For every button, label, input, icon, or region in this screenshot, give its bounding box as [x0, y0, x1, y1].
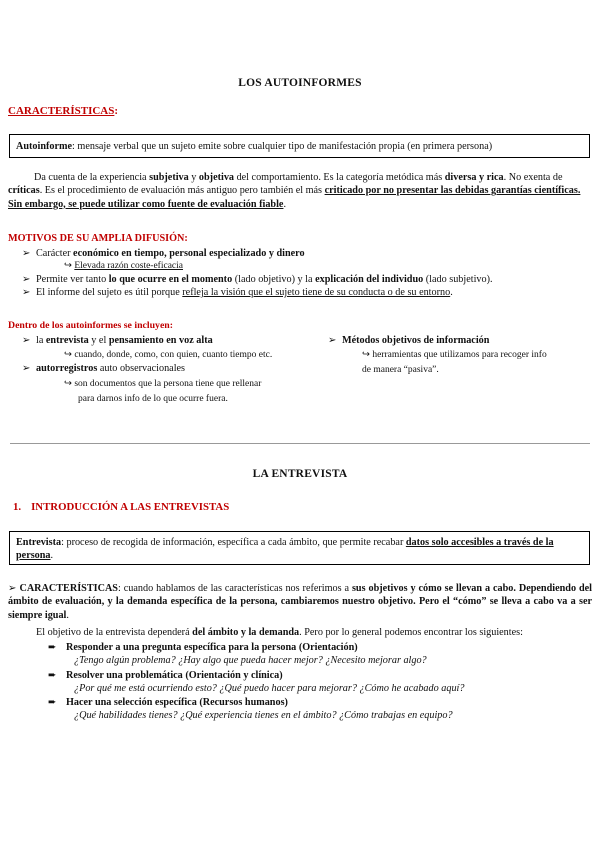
arrow-bullet-icon: ➢: [22, 248, 31, 259]
list-item: ➢ la entrevista y el pensamiento en voz alta: [22, 335, 213, 346]
objetivo-paragraph: El objetivo de la entrevista dependerá del ámbito y la demanda. Pero por lo general podemos encontrar los siguientes:: [36, 627, 523, 638]
arrow-bullet-icon: ➢: [22, 362, 31, 374]
motivos-list: [22, 247, 592, 299]
list-question: ¿Por qué me está ocurriendo esto? ¿Qué puedo hacer para mejorar? ¿Cómo he acabado aquí?: [74, 682, 465, 694]
hook-arrow-icon: ↪: [64, 261, 75, 272]
list-subitem-continuation: de manera “pasiva”.: [362, 364, 439, 375]
hook-arrow-icon: ↪: [362, 350, 373, 361]
arrow-bullet-icon: ➢: [22, 286, 31, 298]
caracteristicas-paragraph: ➢ CARACTERÍSTICAS: cuando hablamos de las características nos referimos a sus objetivos y cómo se llevan a cabo. Dependiendo del ámbito de evaluación, y la demanda específica de la persona, cambiaremos nuestro objetivo. Pero el “cómo” se lleva a cabo va a ser siempre igual.: [8, 583, 592, 621]
page-title: LOS AUTOINFORMES: [238, 77, 362, 89]
hook-arrow-icon: ↪: [64, 378, 75, 389]
definition-text: : mensaje verbal que un sujeto emite sobre cualquier tipo de manifestación propia (en primera persona): [72, 141, 493, 152]
list-question: ¿Qué habilidades tienes? ¿Qué experiencia tienes en el ámbito? ¿Cómo trabajas en equipo?: [74, 710, 453, 722]
list-subitem: ↪ son documentos que la persona tiene que rellenar: [64, 378, 262, 389]
arrow-bullet-icon: ➨: [48, 697, 57, 708]
intro-paragraph: Da cuenta de la experiencia subjetiva y objetiva del comportamiento. Es la categoría metódica más diversa y rica. No exenta de críticas. Es el procedimiento de evaluación más antiguo pero también el más criticado por no presentar las debidas garantías científicas. Sin embargo, se puede utilizar como fuente de evaluación fiable.: [8, 172, 581, 210]
incluyen-right-column: [328, 334, 592, 376]
list-item: ➢ El informe del sujeto es útil porque refleja la visión que el sujeto tiene de su conducta o de su entorno.: [22, 286, 453, 298]
definition-box: [9, 134, 590, 158]
list-item: ➨ Responder a una pregunta específica para la persona (Orientación): [48, 642, 358, 653]
caracteristicas-heading: CARACTERÍSTICAS:: [8, 105, 119, 117]
incluyen-heading: Dentro de los autoinformes se incluyen:: [8, 320, 174, 331]
section-title: LA ENTREVISTA: [252, 468, 348, 480]
arrow-bullet-icon: ➢: [328, 335, 337, 346]
arrow-bullet-icon: ➢: [22, 335, 31, 346]
objetivos-list: [48, 641, 592, 723]
list-subitem: ↪ cuando, donde, como, con quien, cuanto tiempo etc.: [64, 350, 273, 361]
list-question: ¿Tengo algún problema? ¿Hay algo que pueda hacer mejor? ¿Necesito mejorar algo?: [74, 655, 427, 667]
list-item: ➢ Métodos objetivos de información: [328, 335, 490, 346]
motivos-heading: MOTIVOS DE SU AMPLIA DIFUSIÓN:: [8, 233, 188, 244]
list-item: ➢ autorregistros auto observacionales: [22, 362, 186, 374]
arrow-bullet-icon: ➨: [48, 669, 57, 681]
list-subitem-continuation: para darnos info de lo que ocurre fuera.: [78, 394, 228, 405]
section-divider: [10, 443, 590, 444]
intro-heading: 1. INTRODUCCIÓN A LAS ENTREVISTAS: [13, 501, 230, 513]
arrow-bullet-icon: ➨: [48, 642, 57, 653]
list-subitem: ↪ Elevada razón coste-eficacia: [64, 261, 183, 272]
list-item: ➢ Permite ver tanto lo que ocurre en el momento (lado objetivo) y la explicación del individuo (lado subjetivo).: [22, 273, 493, 285]
list-item: ➨ Hacer una selección específica (Recursos humanos): [48, 697, 288, 708]
incluyen-left-column: [22, 334, 322, 406]
arrow-bullet-icon: ➢: [22, 273, 31, 285]
definition-term: Autoinforme: [16, 141, 73, 152]
list-item: ➢ Carácter económico en tiempo, personal especializado y dinero: [22, 248, 305, 259]
entrevista-definition-box: Entrevista: proceso de recogida de información, específica a cada ámbito, que permite recabar datos solo accesibles a través de la persona.: [9, 531, 590, 565]
arrow-bullet-icon: ➢: [8, 583, 20, 594]
hook-arrow-icon: ↪: [64, 350, 75, 361]
list-item: ➨ Resolver una problemática (Orientación y clínica): [48, 669, 283, 681]
list-subitem: ↪ herramientas que utilizamos para recoger info: [362, 350, 547, 361]
